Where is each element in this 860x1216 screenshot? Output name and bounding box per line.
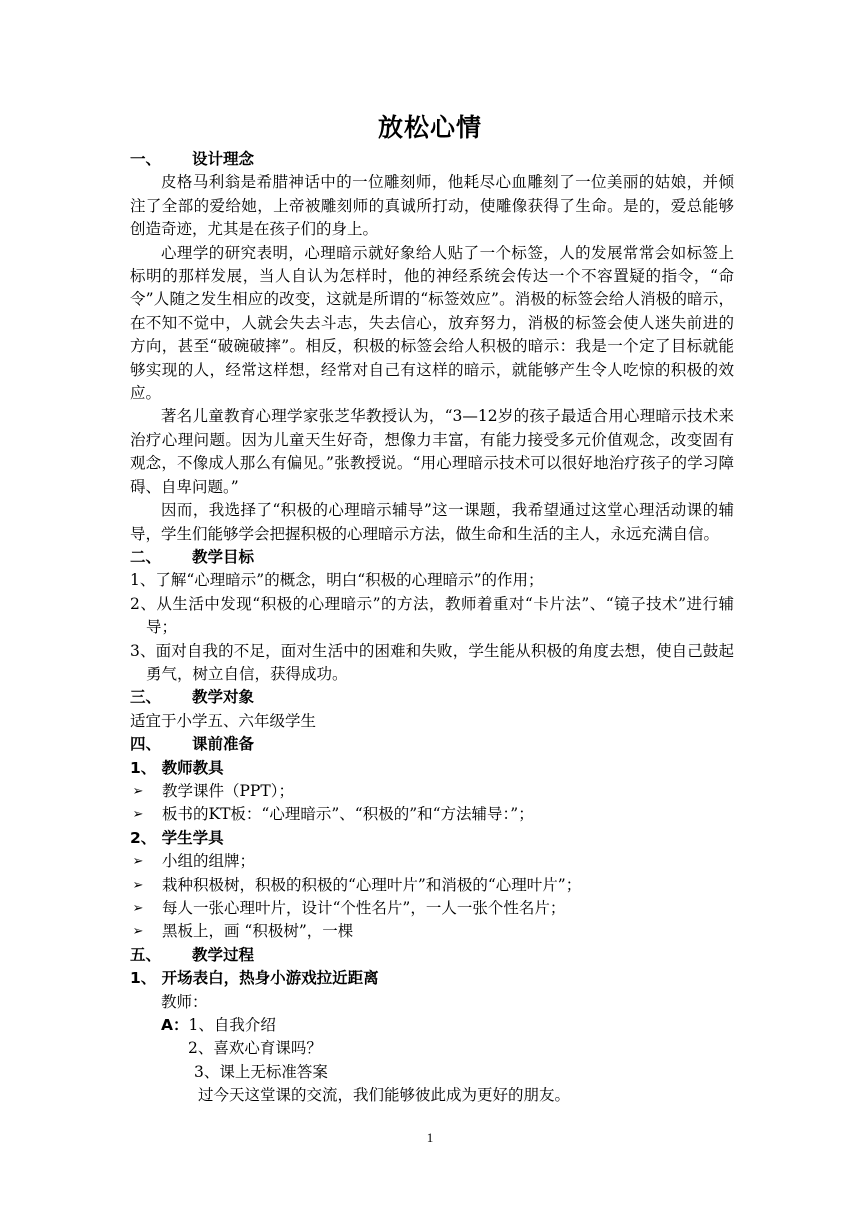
step-a bbox=[130, 1014, 734, 1037]
section-heading-4 bbox=[130, 733, 734, 756]
list-item: 1、了解“心理暗示”的概念，明白“积极的心理暗示”的作用； bbox=[130, 571, 544, 590]
section-title: 课前准备 bbox=[192, 735, 255, 754]
list-item-text: 黑板上，画 “积极树”，一棵 bbox=[162, 922, 354, 941]
paragraph: 著名儿童教育心理学家张芝华教授认为，“3—12岁的孩子最适合用心理暗示技术来治疗心理问题。因为儿童天生好奇，想像力丰富，有能力接受多元价值观念，改变固有观念，不像成人那么有偏见。”张教授说。“用心理暗示技术可以很好地治疗孩子的学习障碍、自卑问题。” bbox=[130, 407, 734, 496]
list-item-text: 教学课件（PPT）； bbox=[162, 781, 294, 800]
section-number: 一、 bbox=[130, 150, 162, 168]
section-title: 设计理念 bbox=[192, 150, 255, 168]
section-heading-5 bbox=[130, 944, 734, 967]
page-title: 放松心情 bbox=[377, 113, 482, 142]
section-number: 三、 bbox=[130, 688, 162, 707]
paragraph: 皮格马利翁是希腊神话中的一位雕刻师，他耗尽心血雕刻了一位美丽的姑娘，并倾注了全部的爱给她，上帝被雕刻师的真诚所打动，使雕像获得了生命。是的，爱总能够创造奇迹，尤其是在孩子们的身上。 bbox=[130, 173, 734, 239]
page-number: 1 bbox=[426, 1130, 434, 1145]
list-item: 2、从生活中发现“积极的心理暗示”的方法，教师着重对“卡片法”、“镜子技术”进行辅导； bbox=[130, 594, 734, 637]
step-text: 1、自我介绍 bbox=[188, 1016, 276, 1035]
list-item: 3、面对自我的不足，面对生活中的困难和失败，学生能从积极的角度去想，使自己鼓起勇气，树立自信，获得成功。 bbox=[130, 641, 734, 683]
list-item-text: 小组的组牌； bbox=[162, 852, 256, 871]
section-number: 二、 bbox=[130, 547, 162, 566]
section-number: 四、 bbox=[130, 735, 162, 754]
section-number: 五、 bbox=[130, 945, 162, 964]
list-item bbox=[130, 850, 734, 873]
step-text: 2、喜欢心育课吗？ bbox=[188, 1039, 322, 1058]
step-a-label: A： bbox=[161, 1016, 189, 1035]
step-text: 3、课上无标准答案 bbox=[194, 1062, 328, 1081]
section-title: 教学对象 bbox=[192, 688, 255, 707]
list-item bbox=[130, 920, 734, 943]
paragraph: 因而，我选择了“积极的心理暗示辅导”这一课题，我希望通过这堂心理活动课的辅导，学生们能够学会把握积极的心理暗示方法，做生命和生活的主人，永远充满自信。 bbox=[130, 501, 734, 543]
arrowhead-bullet-icon: ➢ bbox=[132, 924, 144, 940]
list-item-text: 每人一张心理叶片，设计“个性名片”，一人一张个性名片； bbox=[162, 899, 566, 917]
list-item bbox=[130, 803, 734, 826]
section-heading-1 bbox=[130, 148, 734, 171]
arrowhead-bullet-icon: ➢ bbox=[132, 807, 144, 823]
arrowhead-bullet-icon: ➢ bbox=[132, 854, 144, 870]
list-item bbox=[130, 897, 734, 920]
paragraph: 心理学的研究表明，心理暗示就好象给人贴了一个标签，人的发展常常会如标签上标明的那样发展，当人自认为怎样时，他的神经系统会传达一个不容置疑的指令，“命令”人随之发生相应的改变，这就是所谓的“标签效应”。消极的标签会给人消极的暗示，在不知不觉中，人就会失去斗志，失去信心，放弃努力，消极的标签会使人迷失前进的方向，甚至“破碗破摔”。相反，积极的标签会给人积极的暗示：我是一个定了目标就能够实现的人，经常这样想，经常对自己有这样的暗示，就能够产生令人吃惊的积极的效应。 bbox=[130, 243, 734, 403]
subsection-heading: 1、 开场表白，热身小游戏拉近距离 bbox=[130, 969, 379, 988]
arrowhead-bullet-icon: ➢ bbox=[132, 901, 144, 916]
list-item-text: 栽种积极树，积极的积极的“心理叶片”和消极的“心理叶片”； bbox=[162, 875, 582, 894]
section-heading-2 bbox=[130, 546, 734, 569]
list-item bbox=[130, 780, 734, 803]
paragraph: 适宜于小学五、六年级学生 bbox=[130, 711, 317, 730]
subsection-heading: 2、 学生学具 bbox=[130, 828, 224, 847]
list-item bbox=[130, 874, 734, 897]
arrowhead-bullet-icon: ➢ bbox=[132, 877, 144, 893]
subsection-heading: 1、 教师教具 bbox=[130, 758, 224, 777]
section-heading-3 bbox=[130, 686, 734, 709]
teacher-label: 教师： bbox=[161, 992, 208, 1011]
section-title: 教学目标 bbox=[192, 547, 255, 566]
arrowhead-bullet-icon: ➢ bbox=[132, 783, 144, 799]
list-item-text: 板书的KT板：“心理暗示”、“积极的”和“方法辅导：”； bbox=[162, 805, 534, 824]
document-body bbox=[130, 148, 734, 1108]
paragraph: 过今天这堂课的交流，我们能够彼此成为更好的朋友。 bbox=[198, 1086, 571, 1105]
section-title: 教学过程 bbox=[192, 945, 255, 964]
